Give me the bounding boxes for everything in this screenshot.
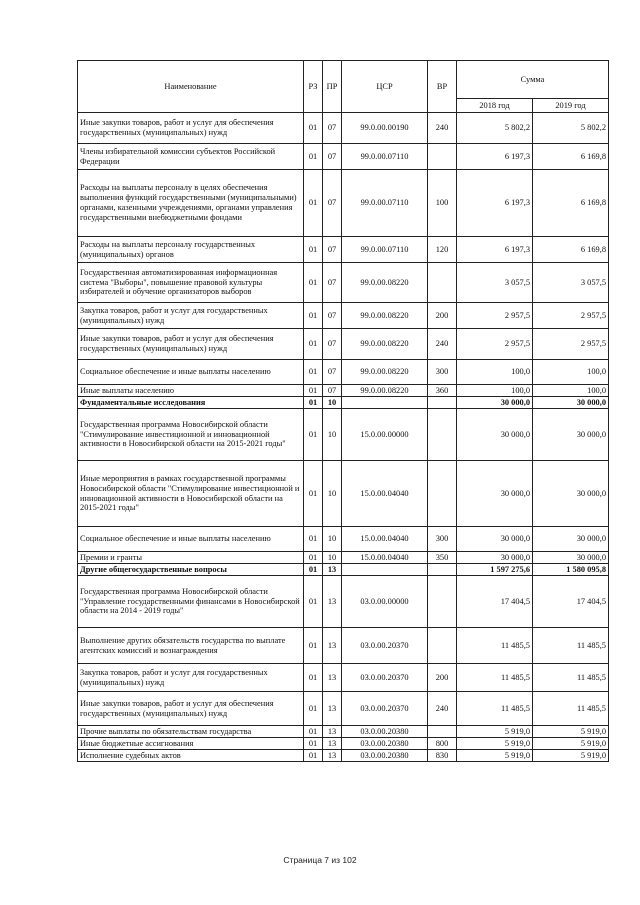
table-body [78,113,609,762]
row-pr-cell: 13 [323,664,342,692]
row-pr-cell: 07 [323,303,342,329]
row-csr-cell: 15.0.00.00000 [342,409,428,461]
table-row [78,461,609,527]
row-sum-2019-cell: 5 802,2 [533,113,609,144]
row-csr-cell: 99.0.00.08220 [342,263,428,303]
row-sum-2019-cell: 5 919,0 [533,738,609,750]
row-csr-cell: 03.0.00.20380 [342,726,428,738]
table-row [78,170,609,237]
table-row [78,738,609,750]
table-row [78,628,609,664]
header-name: Наименование [78,61,304,113]
row-sum-2018-cell: 30 000,0 [457,461,533,527]
row-name-cell: Иные выплаты населению [78,385,304,397]
row-name-cell: Иные бюджетные ассигнования [78,738,304,750]
row-rz-cell: 01 [304,409,323,461]
row-sum-2018-cell: 2 957,5 [457,303,533,329]
row-rz-cell: 01 [304,360,323,385]
row-vr-cell: 200 [428,664,457,692]
table-row [78,237,609,263]
header-vr: ВР [428,61,457,113]
row-vr-cell [428,397,457,409]
row-sum-2019-cell: 5 919,0 [533,750,609,762]
row-vr-cell: 240 [428,692,457,726]
row-sum-2018-cell: 6 197,3 [457,144,533,170]
row-pr-cell: 13 [323,750,342,762]
row-vr-cell [428,726,457,738]
row-sum-2019-cell: 5 919,0 [533,726,609,738]
row-csr-cell: 99.0.00.08220 [342,329,428,360]
row-sum-2018-cell: 5 919,0 [457,738,533,750]
row-rz-cell: 01 [304,113,323,144]
row-vr-cell: 360 [428,385,457,397]
table-row [78,263,609,303]
row-name-cell: Социальное обеспечение и иные выплаты населению [78,360,304,385]
row-vr-cell: 300 [428,360,457,385]
row-sum-2018-cell: 17 404,5 [457,576,533,628]
table-row [78,397,609,409]
table-row [78,113,609,144]
row-sum-2018-cell: 5 919,0 [457,750,533,762]
row-sum-2018-cell: 6 197,3 [457,237,533,263]
row-pr-cell: 10 [323,461,342,527]
row-sum-2018-cell: 3 057,5 [457,263,533,303]
table-row [78,552,609,564]
row-pr-cell: 10 [323,409,342,461]
row-csr-cell: 15.0.00.04040 [342,552,428,564]
row-sum-2018-cell: 5 919,0 [457,726,533,738]
row-csr-cell: 99.0.00.08220 [342,360,428,385]
row-sum-2018-cell: 6 197,3 [457,170,533,237]
row-csr-cell: 99.0.00.07110 [342,237,428,263]
table-row [78,329,609,360]
row-sum-2019-cell: 11 485,5 [533,664,609,692]
row-vr-cell: 200 [428,303,457,329]
row-pr-cell: 10 [323,552,342,564]
row-vr-cell: 240 [428,329,457,360]
row-csr-cell: 99.0.00.07110 [342,144,428,170]
row-name-cell: Иные мероприятия в рамках государственной программы Новосибирской области "Стимулирование инвестиционной и инновационной активности в Новосибирской области на 2015-2021 годы" [78,461,304,527]
table-row [78,385,609,397]
row-name-cell: Иные закупки товаров, работ и услуг для обеспечения государственных (муниципальных) нужд [78,113,304,144]
row-rz-cell: 01 [304,263,323,303]
row-csr-cell: 03.0.00.20370 [342,628,428,664]
row-sum-2018-cell: 100,0 [457,385,533,397]
row-pr-cell: 07 [323,360,342,385]
row-vr-cell: 350 [428,552,457,564]
row-rz-cell: 01 [304,329,323,360]
row-name-cell: Прочие выплаты по обязательствам государства [78,726,304,738]
row-name-cell: Государственная автоматизированная информационная система "Выборы", повышение правовой культуры избирателей и обучение организаторов выборов [78,263,304,303]
row-pr-cell: 13 [323,726,342,738]
row-csr-cell [342,564,428,576]
row-sum-2019-cell: 2 957,5 [533,329,609,360]
row-sum-2018-cell: 100,0 [457,360,533,385]
row-rz-cell: 01 [304,664,323,692]
row-csr-cell: 03.0.00.00000 [342,576,428,628]
row-sum-2018-cell: 5 802,2 [457,113,533,144]
row-pr-cell: 07 [323,385,342,397]
table-header [78,61,609,113]
row-name-cell: Члены избирательной комиссии субъектов Российской Федерации [78,144,304,170]
page-number: Страница 7 из 102 [283,855,357,865]
row-vr-cell: 240 [428,113,457,144]
row-rz-cell: 01 [304,144,323,170]
row-pr-cell: 13 [323,628,342,664]
row-pr-cell: 13 [323,564,342,576]
row-sum-2019-cell: 30 000,0 [533,527,609,552]
row-csr-cell: 99.0.00.00190 [342,113,428,144]
row-sum-2019-cell: 3 057,5 [533,263,609,303]
table-row [78,527,609,552]
row-name-cell: Исполнение судебных актов [78,750,304,762]
row-pr-cell: 13 [323,738,342,750]
row-name-cell: Государственная программа Новосибирской области "Стимулирование инвестиционной и инновационной активности в Новосибирской области на 2015-2021 годы" [78,409,304,461]
table-row [78,664,609,692]
budget-table [77,60,609,762]
header-2019: 2019 год [533,99,609,113]
row-pr-cell: 07 [323,263,342,303]
table-row [78,692,609,726]
row-sum-2019-cell: 1 580 095,8 [533,564,609,576]
row-rz-cell: 01 [304,237,323,263]
row-sum-2018-cell: 30 000,0 [457,527,533,552]
row-sum-2019-cell: 6 169,8 [533,170,609,237]
row-name-cell: Иные закупки товаров, работ и услуг для обеспечения государственных (муниципальных) нужд [78,329,304,360]
row-pr-cell: 13 [323,576,342,628]
row-sum-2019-cell: 6 169,8 [533,144,609,170]
row-sum-2018-cell: 11 485,5 [457,692,533,726]
row-sum-2018-cell: 30 000,0 [457,397,533,409]
row-sum-2019-cell: 6 169,8 [533,237,609,263]
row-rz-cell: 01 [304,692,323,726]
row-sum-2019-cell: 30 000,0 [533,552,609,564]
row-csr-cell: 03.0.00.20380 [342,738,428,750]
row-csr-cell: 03.0.00.20370 [342,664,428,692]
row-pr-cell: 07 [323,170,342,237]
row-pr-cell: 10 [323,397,342,409]
header-sum: Сумма [457,61,609,99]
row-name-cell: Фундаментальные исследования [78,397,304,409]
row-name-cell: Выполнение других обязательств государства по выплате агентских комиссий и вознаграждения [78,628,304,664]
row-csr-cell: 15.0.00.04040 [342,527,428,552]
row-csr-cell: 15.0.00.04040 [342,461,428,527]
row-vr-cell [428,461,457,527]
row-csr-cell: 03.0.00.20380 [342,750,428,762]
row-rz-cell: 01 [304,628,323,664]
row-vr-cell [428,263,457,303]
table-row [78,360,609,385]
table-row [78,564,609,576]
row-vr-cell: 830 [428,750,457,762]
row-pr-cell: 07 [323,329,342,360]
table-row [78,576,609,628]
row-vr-cell: 100 [428,170,457,237]
header-rz: РЗ [304,61,323,113]
row-name-cell: Премии и гранты [78,552,304,564]
row-csr-cell: 99.0.00.07110 [342,170,428,237]
row-rz-cell: 01 [304,170,323,237]
row-sum-2018-cell: 11 485,5 [457,664,533,692]
row-vr-cell: 300 [428,527,457,552]
header-csr: ЦСР [342,61,428,113]
table-row [78,726,609,738]
row-rz-cell: 01 [304,750,323,762]
row-sum-2018-cell: 11 485,5 [457,628,533,664]
row-csr-cell: 99.0.00.08220 [342,385,428,397]
row-rz-cell: 01 [304,303,323,329]
row-csr-cell: 03.0.00.20370 [342,692,428,726]
table-row [78,409,609,461]
row-csr-cell [342,397,428,409]
row-sum-2018-cell: 2 957,5 [457,329,533,360]
row-rz-cell: 01 [304,738,323,750]
row-pr-cell: 07 [323,237,342,263]
header-2018: 2018 год [457,99,533,113]
table-row [78,303,609,329]
row-sum-2019-cell: 2 957,5 [533,303,609,329]
row-rz-cell: 01 [304,726,323,738]
row-sum-2018-cell: 1 597 275,6 [457,564,533,576]
row-rz-cell: 01 [304,461,323,527]
row-name-cell: Иные закупки товаров, работ и услуг для обеспечения государственных (муниципальных) нужд [78,692,304,726]
row-vr-cell: 800 [428,738,457,750]
row-rz-cell: 01 [304,552,323,564]
row-vr-cell [428,409,457,461]
row-sum-2019-cell: 11 485,5 [533,628,609,664]
row-vr-cell [428,576,457,628]
row-pr-cell: 10 [323,527,342,552]
header-pr: ПР [323,61,342,113]
row-pr-cell: 07 [323,144,342,170]
row-name-cell: Другие общегосударственные вопросы [78,564,304,576]
row-vr-cell [428,564,457,576]
table-row [78,144,609,170]
table-row [78,750,609,762]
row-vr-cell [428,628,457,664]
row-name-cell: Закупка товаров, работ и услуг для государственных (муниципальных) нужд [78,303,304,329]
row-sum-2019-cell: 100,0 [533,385,609,397]
row-name-cell: Государственная программа Новосибирской области "Управление государственными финансами в Новосибирской области на 2014 - 2019 годы" [78,576,304,628]
row-name-cell: Расходы на выплаты персоналу государственных (муниципальных) органов [78,237,304,263]
row-csr-cell: 99.0.00.08220 [342,303,428,329]
row-sum-2018-cell: 30 000,0 [457,409,533,461]
row-sum-2019-cell: 17 404,5 [533,576,609,628]
row-name-cell: Расходы на выплаты персоналу в целях обеспечения выполнения функций государственными (муниципальными) органами, казенными учреждениями, органами управления государственными внебюджетными фондами [78,170,304,237]
row-vr-cell [428,144,457,170]
row-vr-cell: 120 [428,237,457,263]
row-name-cell: Социальное обеспечение и иные выплаты населению [78,527,304,552]
row-pr-cell: 13 [323,692,342,726]
row-rz-cell: 01 [304,527,323,552]
row-sum-2019-cell: 30 000,0 [533,461,609,527]
row-sum-2019-cell: 100,0 [533,360,609,385]
row-sum-2019-cell: 11 485,5 [533,692,609,726]
row-rz-cell: 01 [304,564,323,576]
row-rz-cell: 01 [304,576,323,628]
row-sum-2019-cell: 30 000,0 [533,397,609,409]
row-pr-cell: 07 [323,113,342,144]
row-rz-cell: 01 [304,385,323,397]
row-sum-2019-cell: 30 000,0 [533,409,609,461]
row-rz-cell: 01 [304,397,323,409]
row-sum-2018-cell: 30 000,0 [457,552,533,564]
row-name-cell: Закупка товаров, работ и услуг для государственных (муниципальных) нужд [78,664,304,692]
